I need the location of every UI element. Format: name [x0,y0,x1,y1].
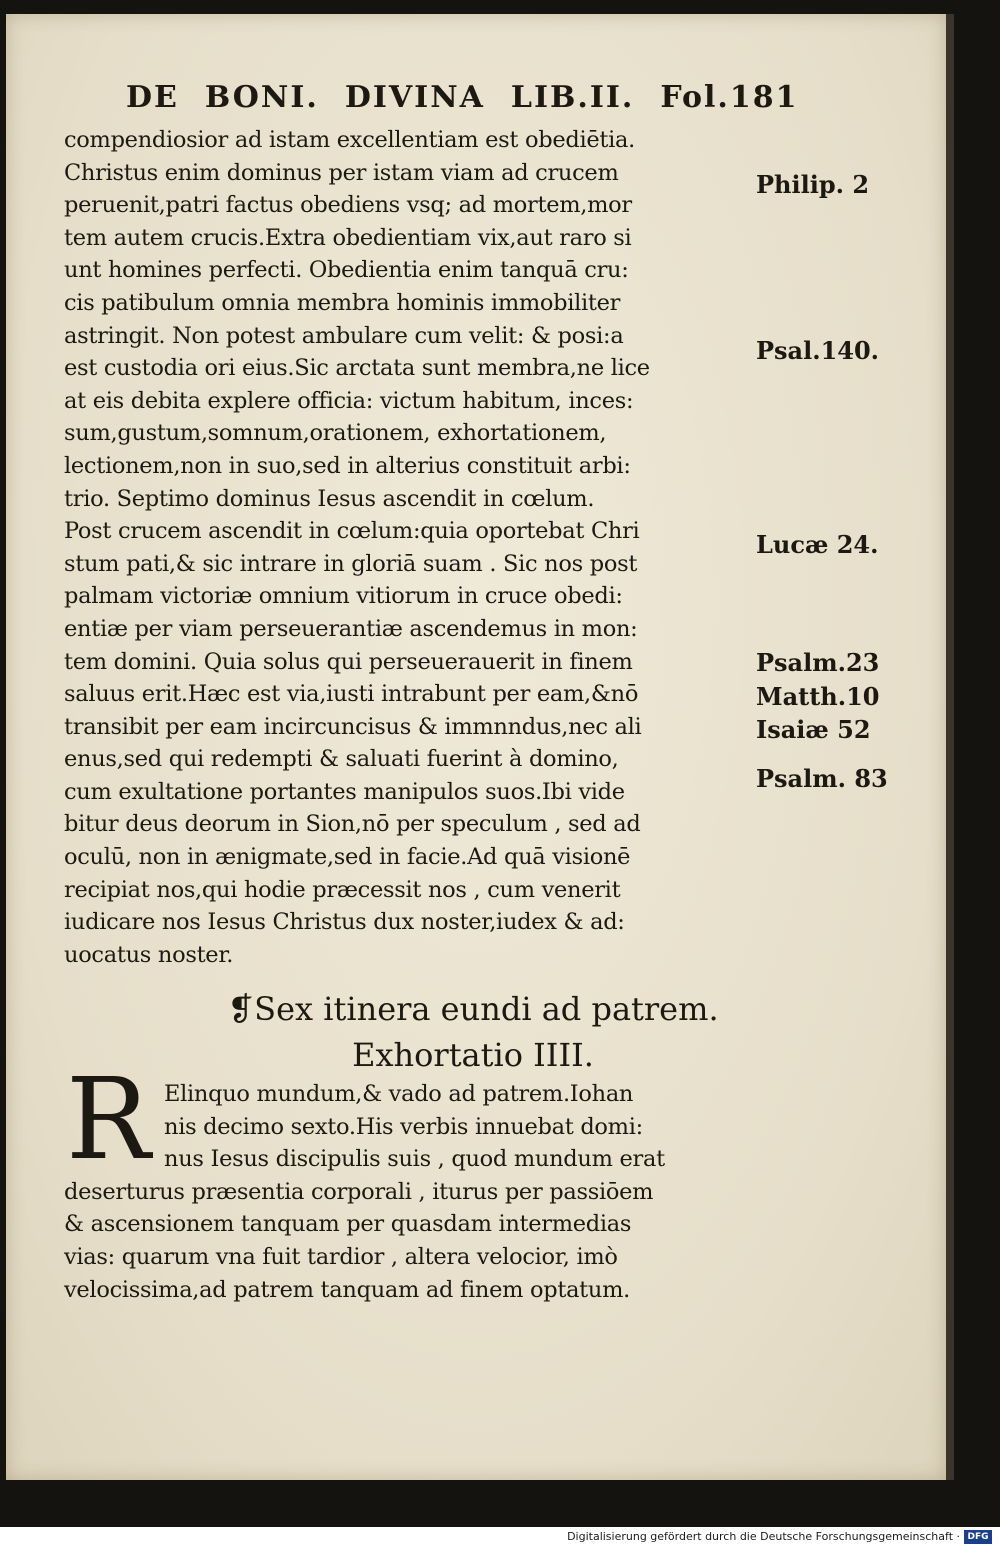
text-line: vias: quarum vna fuit tardior , altera velocior, imò [64,1243,618,1270]
text-line: est custodia ori eius.Sic arctata sunt membra,ne lice [64,355,650,382]
text-line: oculū, non in ænigmate,sed in facie.Ad quā visionē [64,844,631,871]
margin-note-psal140: Psal.140. [756,336,880,365]
text-line: lectionem,non in suo,sed in alterius constituit arbi: [64,452,631,479]
text-line: astringit. Non potest ambulare cum velit: & posi:a [64,322,624,349]
paragraph-text [64,1078,754,1306]
text-line: at eis debita explere officia: victum habitum, inces: [64,387,634,414]
text-line: enus,sed qui redempti & saluati fuerint à domino, [64,746,619,773]
text-line: trio. Septimo dominus Iesus ascendit in cœlum. [64,485,595,512]
funding-credit: Digitalisierung gefördert durch die Deutsche Forschungsgemeinschaft · [567,1530,960,1543]
text-line: compendiosior ad istam excellentiam est obediētia. [64,127,635,153]
margin-note-lucae: Lucæ 24. [756,530,879,559]
text-line: nus Iesus discipulis suis , quod mundum erat [164,1146,665,1173]
dfg-logo: DFG [964,1530,992,1544]
folio-number: Fol.181 [660,80,799,115]
text-line: entiæ per viam perseuerantiæ ascendemus in mon: [64,615,638,642]
text-line: cis patibulum omnia membra hominis immobiliter [64,289,621,316]
text-line: transibit per eam incircuncisus & immnndus,nec ali [64,713,642,740]
margin-note-psalm23: Psalm.23 [756,648,880,677]
text-line: nis decimo sexto.His verbis innuebat domi: [164,1113,643,1140]
text-line: sum,gustum,somnum,orationem, exhortationem, [64,420,607,447]
text-line: uocatus noster. [64,941,234,968]
margin-note-isaiae: Isaiæ 52 [756,715,871,744]
margin-note-matth: Matth.10 [756,682,880,711]
text-line: stum pati,& sic intrare in gloriā suam . Sic nos post [64,550,638,577]
text-line: palmam victoriæ omnium vitiorum in cruce obedi: [64,583,623,610]
text-line: bitur deus deorum in Sion,nō per speculum , sed ad [64,811,641,838]
running-head-word: BONI. [204,80,319,115]
margin-note-philip: Philip. 2 [756,170,870,199]
text-line: tem autem crucis.Extra obedientiam vix,aut raro si [64,224,632,251]
body-text [64,124,754,971]
text-line: tem domini. Quia solus qui perseuerauerit in finem [64,648,633,675]
margin-note-psalm83: Psalm. 83 [756,764,888,793]
section-subheading: Exhortatio IIII. [352,1036,594,1074]
section-heading: ❡Sex itinera eundi ad patrem. [227,990,719,1028]
running-head [126,80,799,115]
text-line: Christus enim dominus per istam viam ad crucem [64,159,619,186]
text-line: iudicare nos Iesus Christus dux noster,iudex & ad: [64,909,625,936]
page-edge [946,14,954,1480]
text-line: deserturus præsentia corporali , iturus per passiōem [64,1178,654,1205]
text-line: unt homines perfecti. Obedientia enim tanquā cru: [64,257,629,284]
text-line: Elinquo mundum,& vado ad patrem.Iohan [164,1081,634,1107]
running-head-word: DIVINA [344,80,485,115]
text-line: & ascensionem tanquam per quasdam intermedias [64,1211,632,1238]
text-line: recipiat nos,qui hodie præcessit nos , cum venerit [64,876,621,903]
text-line: cum exultatione portantes manipulos suos.Ibi vide [64,778,625,805]
running-head-word: LIB.II. [510,80,635,115]
text-line: velocissima,ad patrem tanquam ad finem optatum. [64,1276,631,1303]
text-line: Post crucem ascendit in cœlum:quia oportebat Chri [64,518,640,545]
text-line: peruenit,patri factus obediens vsq; ad mortem,mor [64,192,632,219]
text-line: saluus erit.Hæc est via,iusti intrabunt per eam,&nō [64,681,639,708]
footer-bar [0,1527,1000,1548]
drop-cap: R [66,1055,151,1185]
running-head-left: DE [126,80,179,115]
